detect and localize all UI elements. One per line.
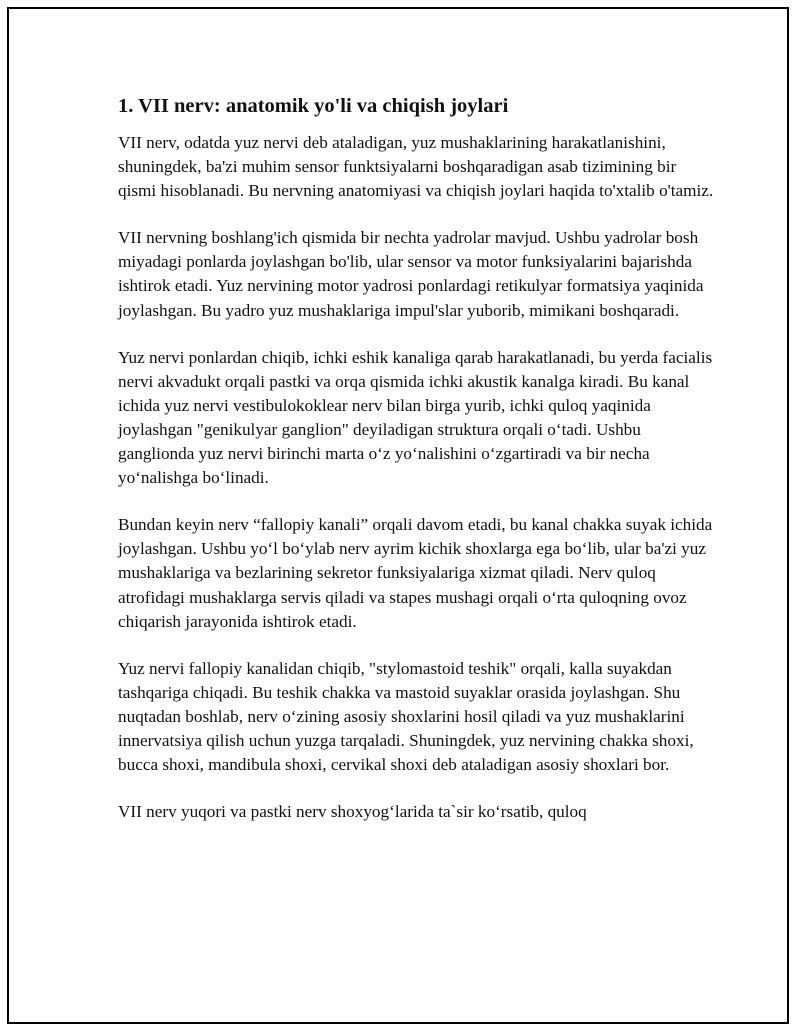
paragraph-2: VII nervning boshlang'ich qismida bir nechta yadrolar mavjud. Ushbu yadrolar bosh miyadagi ponlarda joylashgan bo'lib, ular sensor va motor funksiyalarini bajarishda ishtirok etadi. Yuz nervining motor yadrosi ponlardagi retikulyar formatsiya yaqinida joylashgan. Bu yadro yuz mushaklariga impul'slar yuborib, mimikani boshqaradi. — [118, 228, 704, 320]
document-body — [118, 92, 718, 847]
paragraph-5: Yuz nervi fallopiy kanalidan chiqib, "stylomastoid teshik" orqali, kalla suyakdan tashqariga chiqadi. Bu teshik chakka va mastoid suyaklar orasida joylashgan. Shu nuqtadan boshlab, nerv o‘zining asosiy shoxlarini hosil qiladi va yuz mushaklarini innervatsiya qilish uchun yuzga tarqaladi. Shuningdek, yuz nervining chakka shoxi, bucca shoxi, mandibula shoxi, cervikal shoxi deb ataladigan asosiy shoxlari bor. — [118, 658, 694, 775]
paragraph-6: VII nerv yuqori va pastki nerv shoxyog‘larida ta`sir ko‘rsatib, quloq — [118, 802, 587, 822]
paragraph-4: Bundan keyin nerv “fallopiy kanali” orqali davom etadi, bu kanal chakka suyak ichida joylashgan. Ushbu yo‘l bo‘ylab nerv ayrim kichik shoxlarga ega bo‘lib, ular ba'zi yuz mushaklariga va bezlarining sekretor funksiyalariga xizmat qiladi. Nerv quloq atrofidagi mushaklarga servis qiladi va stapes mushagi orqali o‘rta quloqning ovoz chiqarish jarayonida ishtirok etadi. — [118, 515, 713, 631]
paragraph-1: VII nerv, odatda yuz nervi deb ataladigan, yuz mushaklarining harakatlanishini, shuningdek, ba'zi muhim sensor funktsiyalarni boshqaradigan asab tizimining bir qismi hisoblanadi. Bu nervning anatomiyasi va chiqish joylari haqida to'xtalib o'tamiz. — [118, 133, 714, 201]
section-title: 1. VII nerv: anatomik yo'li va chiqish joylari — [118, 95, 509, 117]
paragraph-3: Yuz nervi ponlardan chiqib, ichki eshik kanaliga qarab harakatlanadi, bu yerda facialis nervi akvadukt orqali pastki va orqa qismida ichki akustik kanalga kiradi. Bu kanal ichida yuz nervi vestibulokoklear nerv bilan birga yurib, ichki quloq yaqinida joylashgan "genikulyar ganglion" deyiladigan struktura orqali o‘tadi. Ushbu ganglionda yuz nervi birinchi marta o‘z yo‘nalishini o‘zgartiradi va bir necha yo‘nalishga bo‘linadi. — [118, 347, 713, 488]
